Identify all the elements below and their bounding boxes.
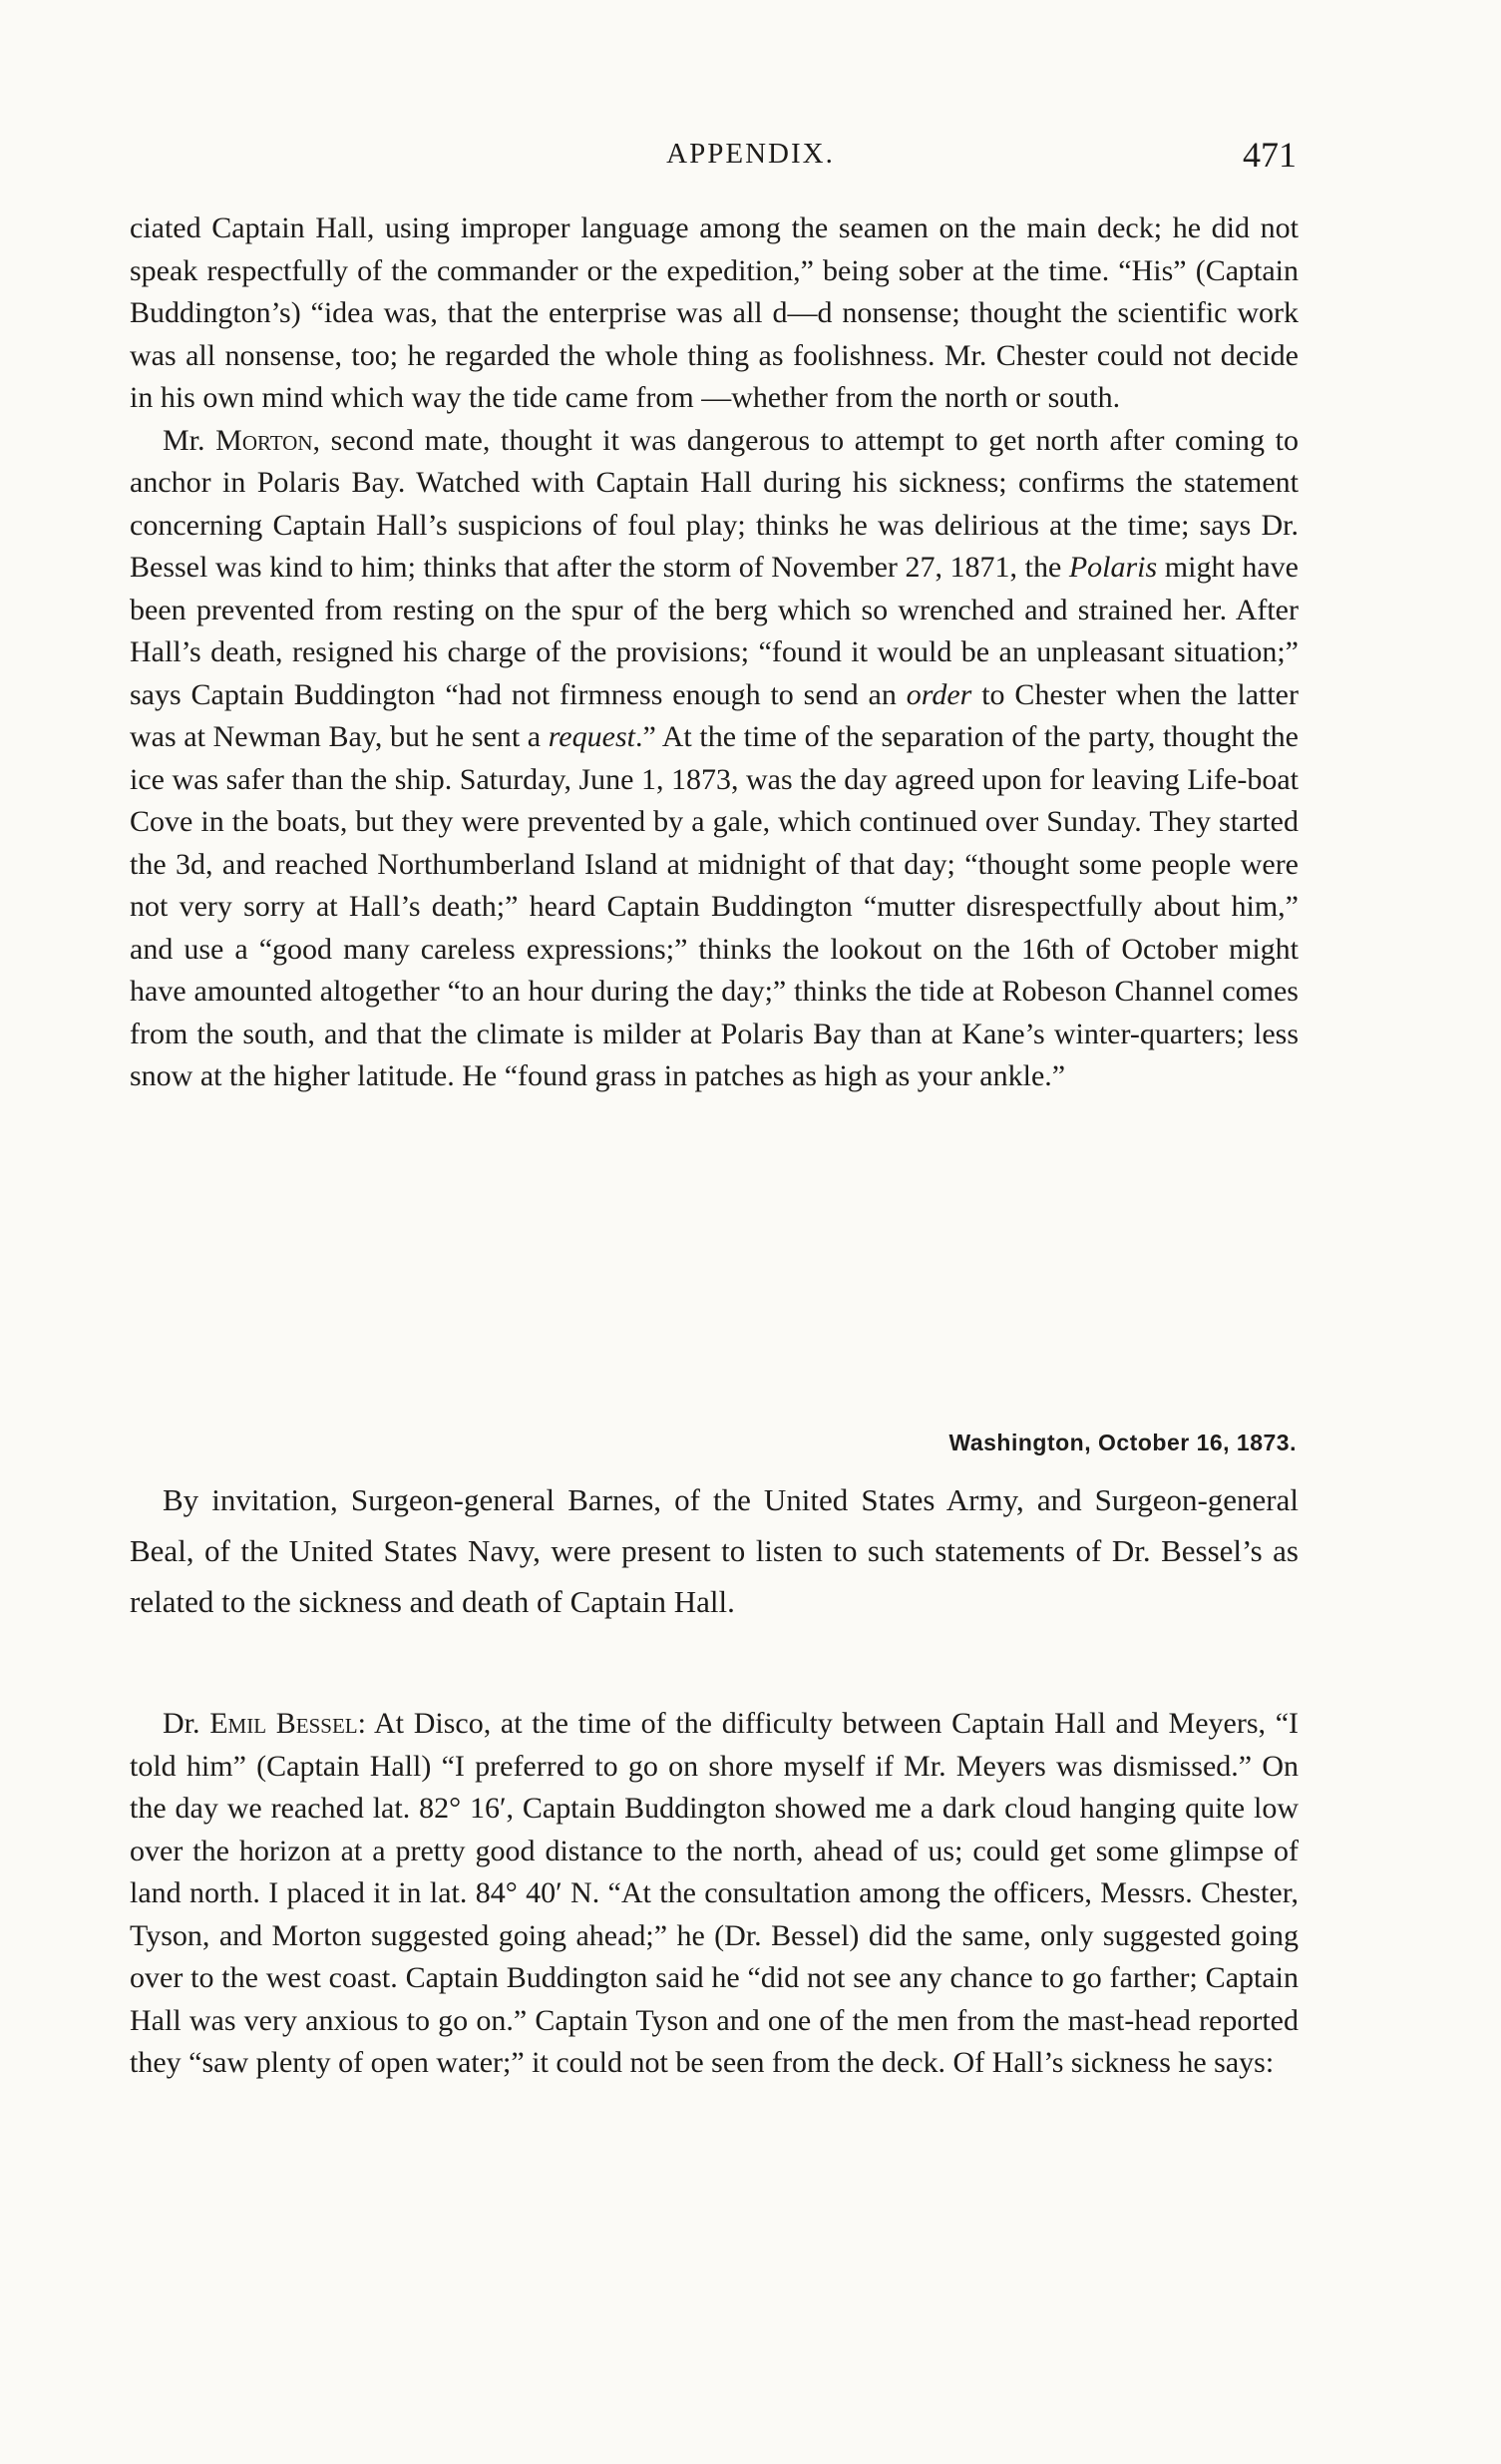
ship-name-polaris: Polaris: [1068, 551, 1158, 584]
text-segment: might have been prevented from resting on the spur of the berg which so wrenched and strained her. After Hall’s death, resigned his charge of the provisions; “found it would be an unpleasant situation;” says Captain Buddington “had not firmness enough to send an: [130, 551, 1299, 711]
speaker-prefix: Mr.: [163, 423, 205, 457]
speaker-name-bessel: Emil Bessel: [209, 1707, 358, 1740]
running-title: APPENDIX.: [666, 138, 835, 170]
speaker-name-morton: Morton: [215, 423, 313, 457]
bessel-testimony-paragraph: [130, 1703, 1299, 2085]
invitation-section: [130, 1474, 1299, 1627]
invitation-paragraph: By invitation, Surgeon-general Barnes, of the United States Army, and Surgeon-general Beal, of the United States Navy, were present to listen to such statements of Dr. Bessel’s as related to the sickness and death of Captain Hall.: [130, 1482, 1299, 1619]
text-segment: .” At the time of the separation of the party, thought the ice was safer than the ship. Saturday, June 1, 1873, was the day agreed upon for leaving Life-boat Cove in the boats, but they were prevented by a gale, which continued over Sunday. They started the 3d, and reached Northumberland Island at midnight of that day; “thought some people were not very sorry at Hall’s death;” heard Captain Buddington “mutter disrespectfully about him,” and use a “good many careless expressions;” thinks the lookout on the 16th of October might have amounted altogether “to an hour during the day;” thinks the tide at Robeson Channel comes from the south, and that the climate is milder at Polaris Bay than at Kane’s winter-quarters; less snow at the higher latitude. He “found grass in patches as high as your ankle.”: [130, 720, 1299, 1092]
text-segment: : At Disco, at the time of the difficulty between Captain Hall and Meyers, “I told him” (Captain Hall) “I preferred to go on shore myself if Mr. Meyers was dismissed.” On the day we reached lat. 82° 16′, Captain Buddington showed me a dark cloud hanging quite low over the horizon at a pretty good distance to the north, ahead of us; could get some glimpse of land north. I placed it in lat. 84° 40′ N. “At the consultation among the officers, Messrs. Chester, Tyson, and Morton suggested going ahead;” he (Dr. Bessel) did the same, only suggested going over to the west coast. Captain Buddington said he “did not see any chance to go farther; Captain Hall was very anxious to go on.” Captain Tyson and one of the men from the mast-head reported they “saw plenty of open water;” it could not be seen from the deck. Of Hall’s sickness he says:: [130, 1707, 1300, 2079]
morton-testimony-paragraph: [130, 420, 1299, 1098]
dateline: Washington, October 16, 1873.: [948, 1430, 1297, 1455]
italic-request: request: [548, 720, 635, 753]
text-segment: , second mate, thought it was dangerous to attempt to get north after coming to anchor in Polaris Bay. Watched with Captain Hall during his sickness; confirms the statement concerning Captain Hall’s suspicions of foul play; thinks he was delirious at the time; says Dr. Bessel was kind to him; thinks that after the storm of November 27, 1871, the: [130, 423, 1300, 584]
running-head: [0, 134, 1501, 182]
morton-testimony-section: [130, 207, 1299, 1098]
speaker-prefix: Dr.: [163, 1707, 200, 1740]
page-number: 471: [1243, 135, 1297, 175]
text-segment: to Chester when the latter was at Newman Bay, but he sent a: [130, 677, 1299, 753]
bessel-testimony-section: [130, 1703, 1299, 2085]
chester-testimony-continuation: ciated Captain Hall, using improper language among the seamen on the main deck; he did not speak respectfully of the commander or the expedition,” being sober at the time. “His” (Captain Buddington’s) “idea was, that the enterprise was all d—d nonsense; thought the scientific work was all nonsense, too; he regarded the whole thing as foolishness. Mr. Chester could not decide in his own mind which way the tide came from —whether from the north or south.: [130, 211, 1299, 414]
italic-order: order: [906, 677, 972, 711]
